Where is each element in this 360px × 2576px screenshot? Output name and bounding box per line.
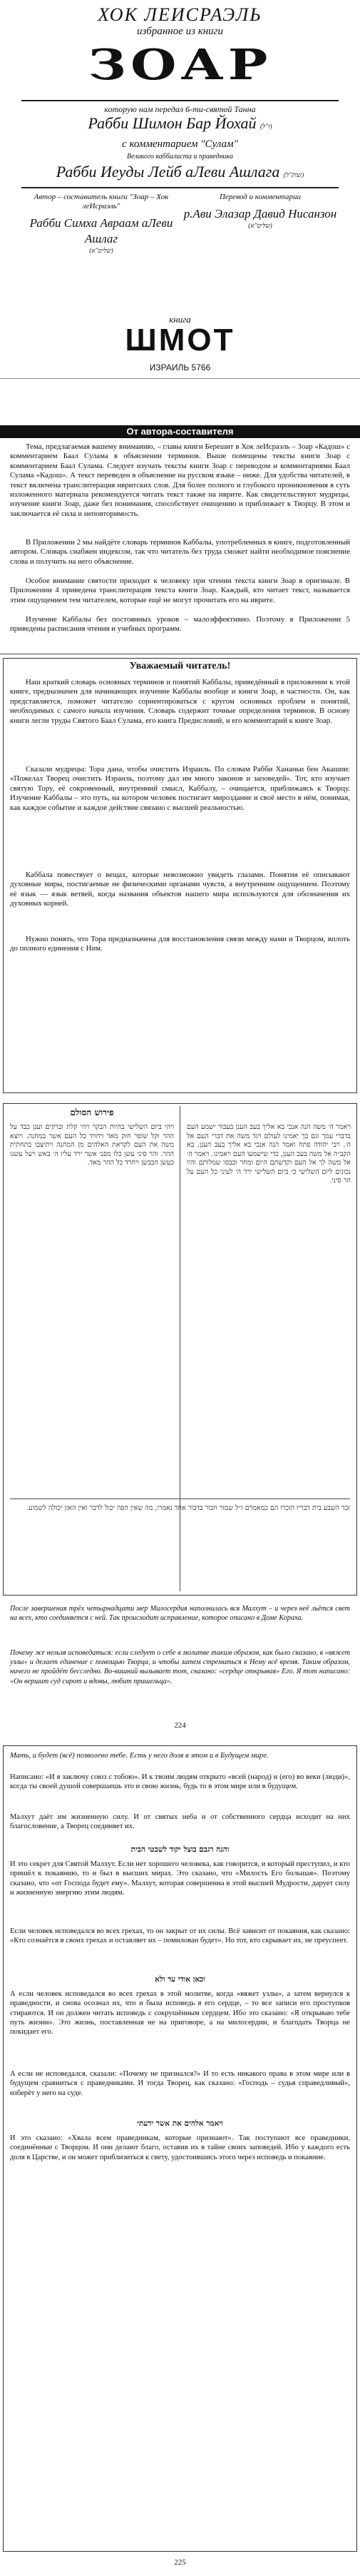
preface-paragraph: Изучение Каббалы без постоянных уроков – малоэффективно. Поэтому в Приложении 5 приведены расписания чтения и учебных программ. [10,615,350,634]
title-divider [21,100,339,101]
author-role: Автор – составитель книги "Зоар – Хок леИсраэль" [34,193,169,211]
body-text: Если человек исповедался во всех грехах, то он закрыт от их силы. Всё зависит от покаяния, как сказано: «Кто сознаётся в своих грехах и оставляет их – помилован будет». Но тот, кто скрывает их, не преуспеет. [10,1927,350,1945]
translator-role: Перевод и комментарии [219,193,302,201]
page-number: 224 [174,1721,186,1730]
hebrew-heading: ויאמר אלהים את אשר ידעתי [137,2119,223,2128]
reader-paragraph: Нужно понять, что Тора предназначена для восстановления связи между нами и Творцом, вплоть до полного единения с Ним. [10,935,350,953]
intro-text: Мать, и будет (всё) позволено тебе. Есть у него доля в этом и в Будущем мире. [10,1752,269,1760]
author-name: Рабби Симха Авраам аЛеви Ашлаг [29,216,173,245]
hebrew-heading: וכאן אודי עד ולא [155,1975,205,1984]
commentary-line: которую нам передал 6-ти-святой Танна [104,104,256,114]
body-text: А если человек исповедался во всех грехах в этой молитве, когда «вяжет узлы», а затем вернулся к праведности, и снова осознал их, что и была исповедь в его сердце, – то все записи его проступков стираются. И он должен читать исповедь с сокрушённым сердцем. Ибо это сказано: «Я открываю тебе путь жизни». Это жизнь, поставленная не на приговоре, а на милосердии, и благодать Творца не покидает его. [10,1990,350,2037]
preface-heading: От автора-составителя [0,425,360,438]
intro-text: Малхут даёт им жизненную силу. И от святых неба и от собственного сердца исходит на них благословение, а Творец соединяет их. [10,1813,350,1831]
reader-paragraph: Наш краткий словарь основных терминов и понятий Каббалы, приведённый в приложении к этой книге, предназначен для начинающих изучение Каббалы вообще и книги Зоар, в частности. Он, как представляется, поможет читателю сориентироваться с кругом основных проблем и понятий, необходимых с самого начала изучения. Словарь содержит точные определения терминов. В основу книги легли труды Святого Баал Сулама, его книга Предисловий, и его комментарий к книге Зоар. [10,678,350,725]
book-title: ЗОАР [88,40,272,90]
body-text: И это сказано: «Хвала всем праведникам, которые признают». Так поступают все праведники, соединённые с Творцом. И они делают благо, оставив их в тайне своих заповедей. Ибо у каждого есть доля в Царстве, и он может приблизиться к свету, удостоившись этого через исповедь и покаяние. [10,2134,350,2161]
book-name: ШМОТ [125,323,235,358]
book-word: книга [169,314,191,325]
ashlag-name [0,163,360,181]
ashlag-dates: (זצוק"ל) [283,171,304,178]
sulam-commentary: с комментарием "Сулам" [122,138,238,150]
reader-paragraph: Сказали мудрецы: Тора дана, чтобы очистить Израиль. По словам Рабби Хананьи бен Акашии: «Пожелал Творец очистить Израиль, поэтому дал им много законов и заповедей». Тот, кто изучает святую Тору, её сокровенный, внутренний смысл, Каббалу, – очищается, приближаясь к Творцу. Изучение Каббалы – это путь, на котором человек постигает мироздание и своё место в нём, понимая, как каждое событие и каждое действие связано с высшей реальностью. [10,765,350,812]
author-dates: (שליט"א) [89,247,113,254]
hebrew-column-left: ויהי ביום השלישי בהיות הבקר ויהי קלת וברקים וענן כבד על ההר וקל שופר חזק מאד ויחרד כל העם אשר במחנה. ויוצא משה את העם לקראת האלהים מן המחנה ויתיצבו בתחתית ההר. והר סיני עשן כלו מפני אשר ירד עליו ה׳ באש ויעל עשנו כעשן הכבשן ויחרד כל ההר מאד. [10,1123,174,1167]
intro-text: Написано: «И я заключу союз с тобою». И к твоим людям открыто «всей (народ) и (его) во веки (люди)», когда ты своей душой совершаешь это и свою жизнь, будь то в этом мире или в будущем. [10,1773,350,1791]
subtitle: избранное из книги [136,26,224,37]
title-page [0,0,360,421]
hebrew-column-right: ויאמר ה׳ משה הנה אנכי בא אליך בעב הענן בעבור ישמע העם בדברי עמך וגם בך יאמינו לעולם ויגד משה את דברי העם אל ה׳. רבי יהודה פתח ואמר הנה אנכי בא אליך בעב הענן. בא הקב״ה אל משה בעב הענן, כדי שישמעו העם ויאמינו. ויאמר ה׳ אל משה לך אל העם וקדשתם היום ומחר וכבסו שמלותם והיו נכונים ליום השלישי כי ביום השלישי ירד ה׳ לעיני כל העם על הר סיני. [187,1123,351,1185]
section-heading: פירוש הסולם [70,1107,114,1117]
preface-paragraph: Особое внимание святости приходит к человеку при чтении текста книги Зоар в оригинале. В Приложении 4 приведена транслитерация текста книги Зоар. Каждый, кто читает текст, называется этим ощущением тем читателем, которые ещё не могут прочитать его на иврите. [10,577,350,604]
page-number: 225 [174,2558,186,2567]
translator-credit [182,193,339,229]
ashlag-name-text: Рабби Иеуды Лейб аЛеви Ашлага [56,163,280,181]
tanna-name [0,114,360,133]
publisher: ИЗРАИЛЬ 5766 [149,362,211,372]
reader-heading: Уважаемый читатель! [129,661,231,671]
author-credit [23,193,180,254]
tanna-dates: (ז"ל) [260,123,272,130]
body-text: И это секрет для Святой Малхут. Если нет хорошего человека, как говорится, и который преступил, и кто пришёл к покаянию, то и был в высших мирах. Это сказано, что «Милость Его большая». Поэтому сказано, что «от Господа будет ему». Малхут, которая совершенна в этой высшей Мудрости, дарует силу и жизненную энергию этим людям. [10,1860,350,1897]
reader-paragraph: Каббала повествует о вещах, которые невозможно увидеть глазами. Понятия её описывают духовные миры, постигаемые не физическими органами чувств, а внутренним ощущением. Поэтому её язык — язык ветвей, когда названия объектов нашего мира используются для обозначения их духовных корней. [10,871,350,908]
footnote: После завершения трёх четырнадцати мер Милосердия наполнилась вся Малхут – и через неё льётся свет на всех, кто соединяется с ней. Так происходит исправление, которое описано в Доме Кораха. [10,1605,350,1623]
credits-divider [21,187,339,188]
preface-page [0,421,360,656]
body-text: А если не исповедался, сказали: «Почему не признался?» И то есть никакого права в этом мире или в будущем сравниться с праведниками. И тогда Творец, как сказано: «Господь – судья справедливый», изберёт у него на суде. [10,2070,350,2097]
tanna-name-text: Рабби Шимон Бар Йохай [88,114,257,132]
series-title: ХОК ЛЕИСРАЭЛЬ [98,4,262,25]
hebrew-footer-text: זכר השבע בית דבריו הזכרו הם כמאמרם ז״ל שמור וזכור בדבור אחד נאמרו, מה שאין הפה יכול לדבר ואין האזן יכולה לשמוע. [26,1504,350,1512]
text-page-225 [0,1741,360,2576]
preface-paragraph: В Приложении 2 мы найдёте словарь терминов Каббалы, употребленных в книге, подготовленный автором. Словарь снабжен индексом, так что читатель без труда сможет найти необходимое пояснение слова и получить на него объяснение. [10,538,350,566]
reader-page [0,656,360,1099]
hebrew-heading: והנה רגבם בוצל יקוד לשבטי הבית [130,1845,230,1854]
translator-name: р.Ави Элазар Давид Нисанзон [183,207,337,220]
preface-paragraph: Тема, предлагаемая вашему вниманию, – главы книги Берешит в Хок леИсраэль – Зоар «Кадош» с комментарием Баал Сулама в объяснении терминов. Выше помещены тексты книги Зоар с комментарием Баал Сулама. Следует изучать тексты книги Зоар с переводом и комментариями Баал Сулама «Кадош». А текст переведен в объяснение на русском языке – ниже. Для удобства читателей, в текст включена транслитерация ивритских слов. Для более полного и глубокого проникновения в суть изложенного материала рекомендуется читать текст также на иврите. Как свидетельствуют мудрецы, изучение книги Зоар, даже без понимания, способствует очищению и приближает к Творцу. В этом и заключается её сила и неповторимость. [10,442,350,518]
kabbalist-line: Великого каббалиста и праведника [127,153,233,161]
credits [0,193,360,271]
footnote: Почему же нельзя исповедаться: если следует о себе в молитве таким образом, как было сказано, в «вяжет узлы» и делает единение с помощью Творца, и чтобы затем стремиться к Нему всё время. Таким образом, ничего не пройдёт бесследно. Во-вишний вызывает тот, сказано: «сердце открывая» Его. Я тот написано: «Он вершит суд сирот и вдовы, любит пришельца». [10,1649,350,1685]
translator-dates: (שליט"א) [248,222,272,229]
page-divider [0,378,360,379]
text-page-224 [0,1099,360,1741]
